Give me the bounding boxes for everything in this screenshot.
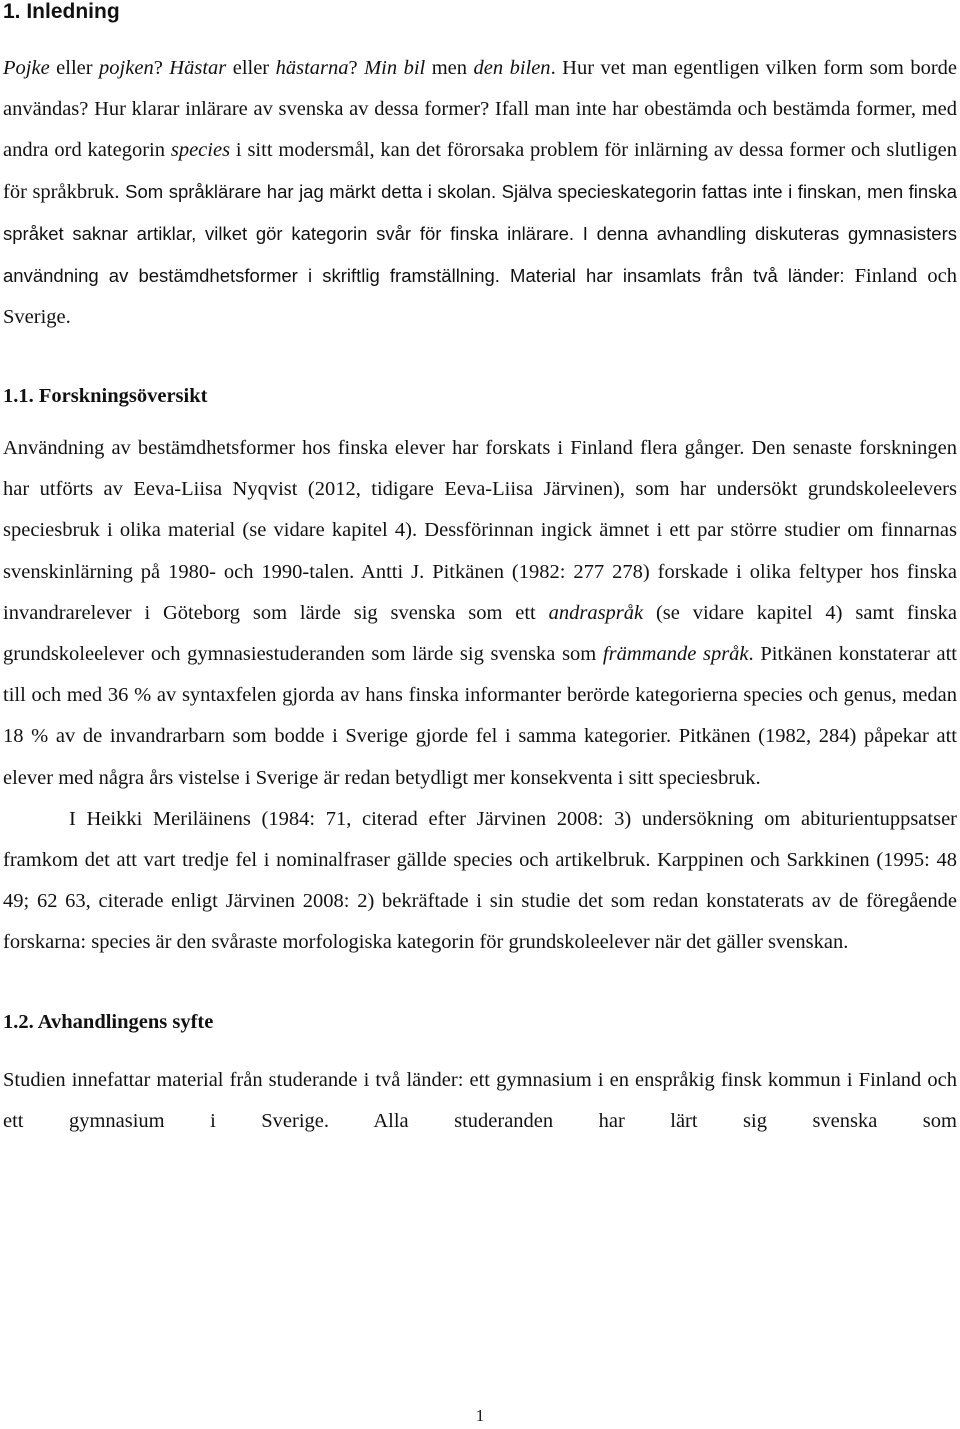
heading-avhandlingens-syfte: 1.2. Avhandlingens syfte [3, 1010, 214, 1033]
intro-italic: Hästar [169, 57, 227, 79]
research-text: . Pitkänen konstaterar att till och med 36 % av syntaxfelen gjorda av hans finska informanter berörde kategorierna species och genus, medan 18 % av de invandrarbarn som bodde i Sverige gjorde fel i samma kategorier. Pitkänen (1982, 284) påpekar att elever med några års vistelse i Sverige är redan betydligt mer konsekventa i sitt speciesbruk. [3, 643, 957, 789]
intro-text: eller [49, 57, 100, 79]
intro-italic: den bilen [473, 57, 551, 79]
intro-sans-text: Som språklärare har jag märkt detta i skolan. Själva specieskategorin fattas inte i finskan, men finska språket saknar artiklar, vilket gör kategorin svår för finska inlärare. I denna avhandling diskuteras gymnasisters användning av bestämdhetsformer i skriftlig framställning. Material har insamlats från två länder: [3, 181, 957, 286]
heading-forskningsoversikt: 1.1. Forskningsöversikt [3, 385, 208, 407]
research-text: Användning av bestämdhetsformer hos finska elever har forskats i Finland flera gånger. Den senaste forskningen har utförts av Eeva-Liisa Nyqvist (2012, tidigare Eeva-Liisa Järvinen), som har undersökt grundskoleelevers speciesbruk i olika material (se vidare kapitel 4). Dessförinnan ingick ämnet i ett par större studier om finnarnas svenskinlärning på 1980- och 1990-talen. Antti J. Pitkänen (1982: 277 278) forskade i olika feltyper hos finska invandrarelever i Göteborg som lärde sig svenska som ett [3, 437, 957, 624]
intro-text: Finland och Sverige. [3, 265, 957, 328]
intro-text: ? [348, 57, 365, 79]
aim-paragraph-1: Studien innefattar material från studerande i två länder: ett gymnasium i en enspråkig finsk kommun i Finland och ett gymnasium i Sverige. Alla studeranden har lärt sig svenska som [3, 1068, 957, 1132]
intro-paragraph [3, 48, 957, 338]
research-italic-frammande-sprak: främmande språk [602, 643, 749, 666]
research-paragraph-1 [3, 428, 957, 799]
research-text: (se vidare kapitel 4) samt finska grundskoleelever och gymnasiestuderanden som lärde sig svenska som [3, 601, 957, 666]
intro-text: men [425, 57, 474, 79]
intro-italic: pojken [99, 57, 154, 79]
intro-italic-species: species [170, 139, 231, 161]
document-page [3, 0, 957, 1142]
intro-italic: Pojke [3, 57, 50, 79]
intro-text: i sitt modersmål, kan det förorsaka problem för inlärning av dessa former och slutligen för språkbruk. [3, 139, 957, 203]
intro-italic: Min bil [364, 57, 426, 79]
intro-italic: hästarna [275, 57, 349, 79]
intro-text: eller [226, 57, 276, 79]
intro-text: ? [153, 57, 170, 79]
research-paragraph-2: I Heikki Meriläinens (1984: 71, citerad efter Järvinen 2008: 3) undersökning om abiturientuppsatser framkom det att vart tredje fel i nominalfraser gällde species och artikelbruk. Karppinen och Sarkkinen (1995: 48 49; 62 63, citerade enligt Järvinen 2008: 2) bekräftade i sin studie det som redan konstaterats av de föregående forskarna: species är den svåraste morfologiska kategorin för grundskoleelever när det gäller svenskan. [3, 807, 957, 954]
research-italic-andrasprak: andraspråk [548, 601, 644, 624]
page-number: 1 [475, 1406, 485, 1425]
intro-text: . Hur vet man egentligen vilken form som borde användas? Hur klarar inlärare av svenska av dessa former? Ifall man inte har obestämda och bestämda former, med andra ord kategorin [3, 57, 958, 161]
heading-inledning: 1. Inledning [3, 0, 120, 23]
